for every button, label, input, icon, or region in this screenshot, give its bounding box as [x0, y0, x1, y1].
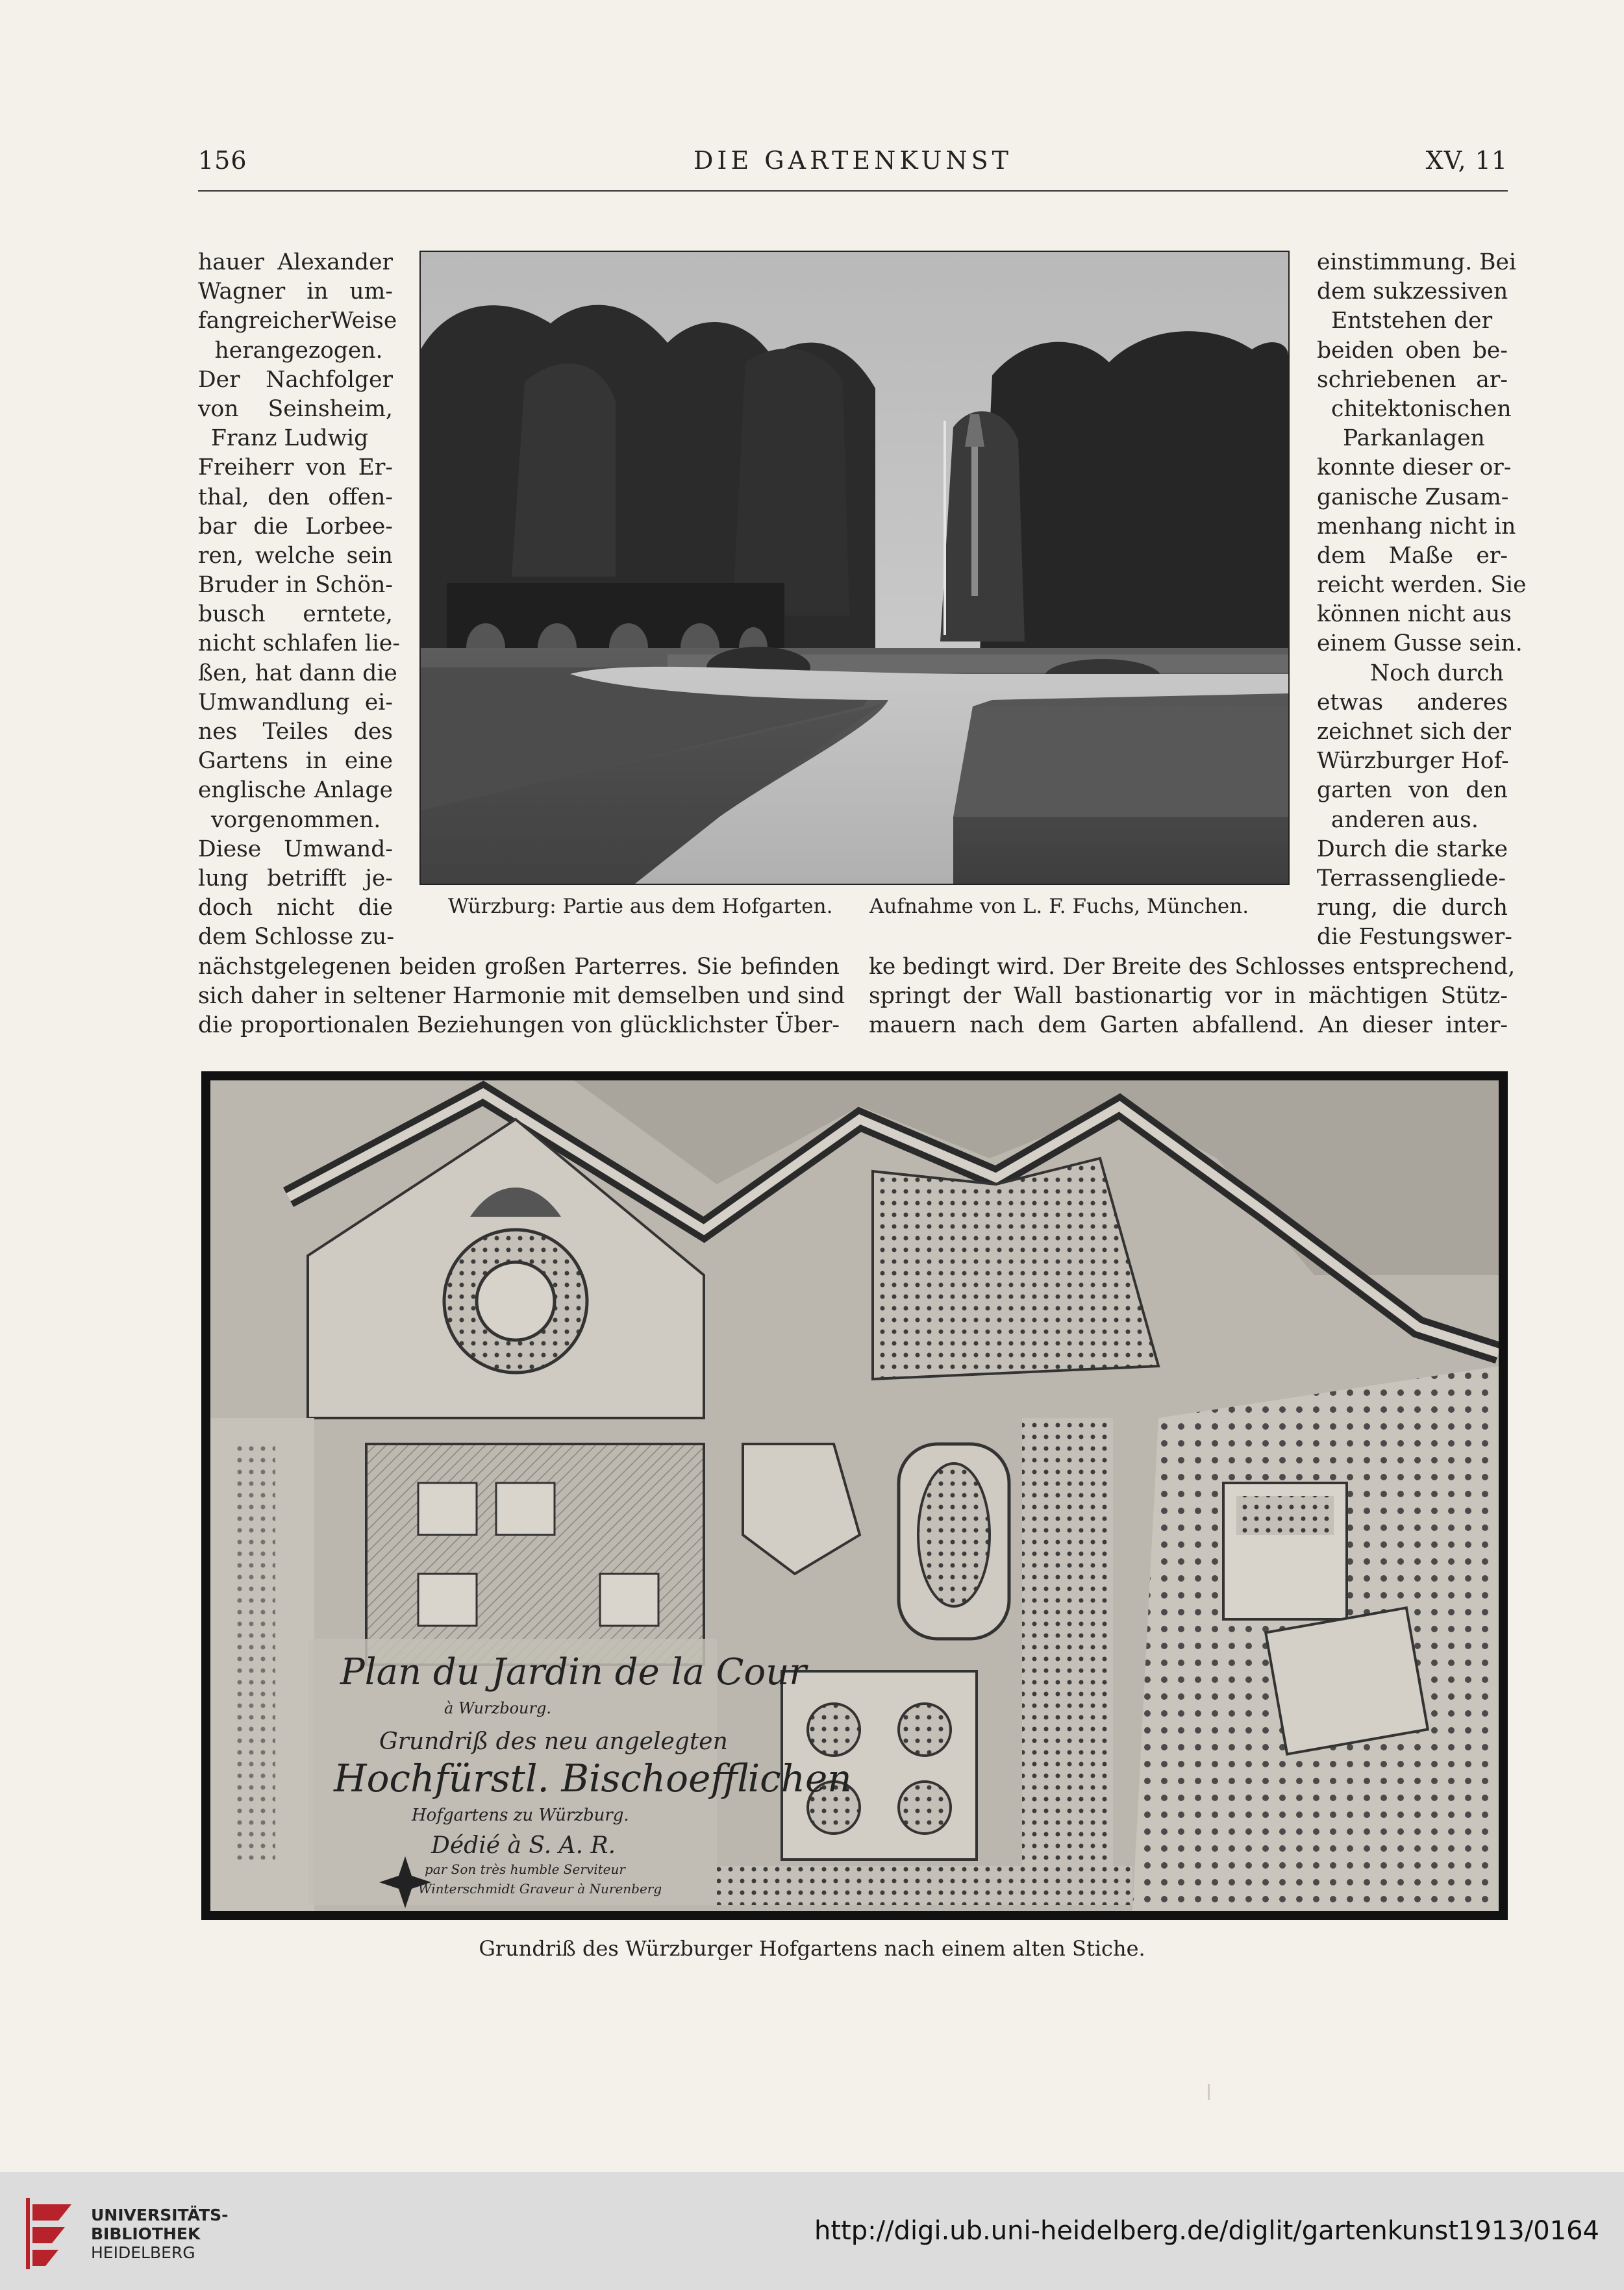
text-line: nächstgelegenen beiden großen Parterres. Sie befinden — [198, 954, 840, 980]
running-header — [198, 146, 1508, 182]
volume-number: XV, 11 — [1425, 146, 1508, 175]
text-line: die Festungswer- — [1317, 924, 1512, 951]
text-line: nicht schlafen lie- — [198, 630, 400, 657]
photo-caption-credit: Aufnahme von L. F. Fuchs, München. — [869, 895, 1249, 918]
text-line: thal, den offen- — [198, 484, 393, 510]
text-line: schriebenen ar- — [1317, 366, 1508, 393]
text-line: bar die Lorbee- — [198, 513, 393, 540]
text-line: dem sukzessiven — [1317, 279, 1508, 305]
text-line: Noch durch — [1370, 660, 1504, 686]
text-line: reicht werden. Sie — [1317, 572, 1527, 599]
text-line: konnte dieser or- — [1317, 454, 1512, 481]
bottom-left-text — [198, 952, 845, 1041]
text-line: Gartens in eine — [198, 748, 393, 775]
journal-title: DIE GARTENKUNST — [693, 146, 1013, 175]
text-line: können nicht aus — [1317, 601, 1512, 628]
text-line: dem Maße er- — [1317, 542, 1508, 569]
text-line: Terrassengliede- — [1317, 865, 1506, 891]
university-library-logo-icon — [19, 2191, 84, 2276]
text-line: einstimmung. Bei — [1317, 249, 1516, 275]
text-line: einem Gusse sein. — [1317, 630, 1523, 657]
text-line: Der Nachfolger — [198, 366, 393, 393]
text-line: etwas anderes — [1317, 689, 1508, 716]
text-line: ßen, hat dann die — [198, 660, 397, 686]
text-line: Freiherr von Er- — [198, 454, 393, 481]
cartouche-line6: Dédié à S. A. R. — [431, 1832, 616, 1859]
text-line: beiden oben be- — [1317, 337, 1508, 364]
cartouche-line1: Plan du Jardin de la Cour — [340, 1651, 807, 1693]
cartouche-line8: Winterschmidt Graveur à Nurenberg — [418, 1881, 662, 1897]
text-line: zeichnet sich der — [1317, 719, 1511, 745]
cartouche-line4: Hochfürstl. Bischoefflichen — [334, 1756, 852, 1800]
text-line: Bruder in Schön- — [198, 572, 393, 599]
text-line: nes Teiles des — [198, 719, 393, 745]
cartouche-line7: par Son très humble Serviteur — [425, 1861, 625, 1877]
library-line3: HEIDELBERG — [91, 2243, 195, 2262]
header-rule — [198, 190, 1508, 192]
text-line: fangreicherWeise — [198, 308, 397, 334]
text-line: busch erntete, — [198, 601, 393, 628]
cartouche-line3: Grundriß des neu angelegten — [379, 1728, 728, 1755]
text-line: menhang nicht in — [1317, 513, 1516, 540]
text-line: Franz Ludwig — [211, 425, 369, 452]
text-line: die proportionalen Beziehungen von glücklichster Über- — [198, 1012, 840, 1039]
text-line: mauern nach dem Garten abfallend. An dieser inter- — [869, 1012, 1508, 1039]
bottom-right-text — [869, 952, 1516, 1041]
text-line: sich daher in seltener Harmonie mit demselben und sind — [198, 983, 845, 1010]
text-line: Durch die starke — [1317, 836, 1508, 862]
text-line: hauer Alexander — [198, 249, 393, 275]
cartouche-line5: Hofgartens zu Würzburg. — [412, 1806, 629, 1825]
source-url-link[interactable]: http://digi.ub.uni-heidelberg.de/diglit/gartenkunst1913/0164 — [814, 2216, 1599, 2246]
text-line: garten von den — [1317, 777, 1508, 804]
garden-photograph — [419, 251, 1290, 885]
plan-caption: Grundriß des Würzburger Hofgartens nach einem alten Stiche. — [479, 1936, 1145, 1961]
text-line: ke bedingt wird. Der Breite des Schlosses entsprechend, — [869, 954, 1516, 980]
text-line: Diese Umwand- — [198, 836, 393, 862]
left-text-column — [198, 248, 400, 952]
text-line: Parkanlagen — [1343, 425, 1485, 452]
text-line: ren, welche sein — [198, 542, 393, 569]
text-line: englische Anlage — [198, 777, 393, 804]
text-line: anderen aus. — [1331, 806, 1479, 833]
library-line1: UNIVERSITÄTS- — [91, 2206, 229, 2224]
text-line: ganische Zusam- — [1317, 484, 1509, 510]
text-line: Würzburger Hof- — [1317, 748, 1509, 775]
page-number: 156 — [198, 146, 247, 175]
text-line: doch nicht die — [198, 895, 393, 921]
digitization-footer — [0, 2172, 1624, 2290]
text-line: Umwandlung ei- — [198, 689, 393, 716]
text-line: herangezogen. — [214, 337, 383, 364]
text-line: Entstehen der — [1331, 308, 1493, 334]
text-line: springt der Wall bastionartig vor in mächtigen Stütz- — [869, 983, 1508, 1010]
text-line: von Seinsheim, — [198, 395, 393, 422]
text-line: chitektonischen — [1331, 395, 1512, 422]
right-text-column — [1317, 248, 1527, 952]
text-line: rung, die durch — [1317, 895, 1508, 921]
text-line: dem Schlosse zu- — [198, 924, 395, 951]
garden-plan-engraving — [201, 1071, 1508, 1920]
library-line2: BIBLIOTHEK — [91, 2224, 201, 2243]
text-line: Wagner in um- — [198, 279, 393, 305]
photo-caption-place: Würzburg: Partie aus dem Hofgarten. — [448, 895, 833, 918]
text-line: lung betrifft je- — [198, 865, 393, 891]
library-name — [91, 2206, 228, 2262]
cartouche-line2: à Wurzbourg. — [444, 1699, 551, 1717]
text-line: vorgenommen. — [211, 806, 381, 833]
